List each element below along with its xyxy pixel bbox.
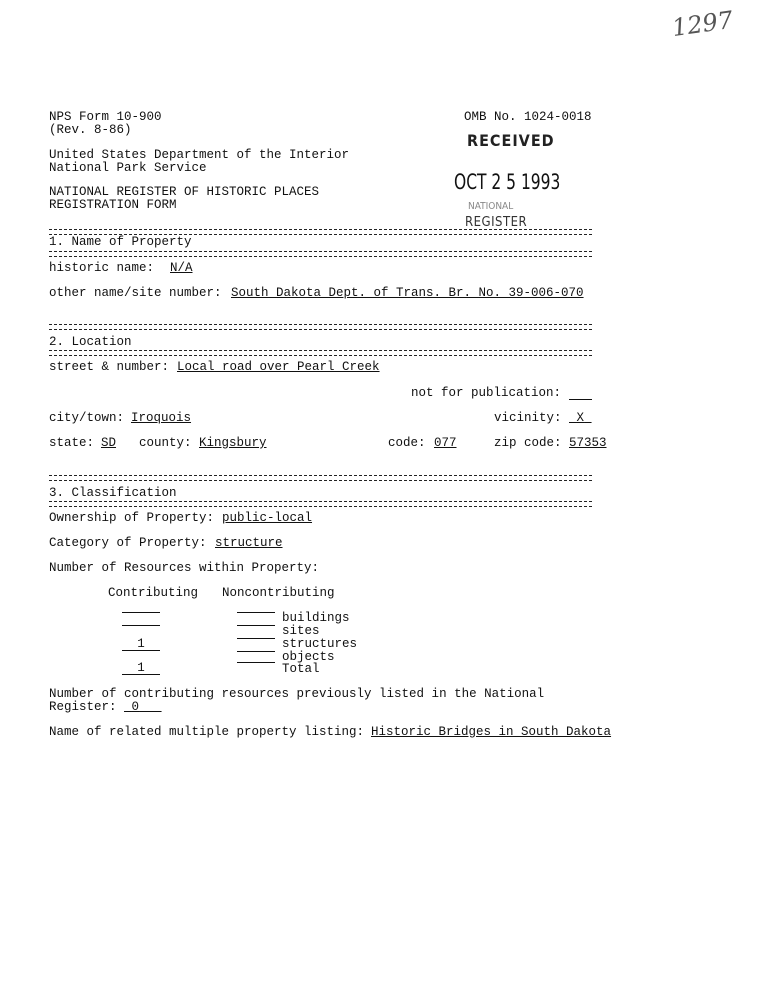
national-stamp: NATIONAL [468,201,514,212]
row-label-structures: structures [282,637,358,651]
category-value: structure [215,536,283,550]
divider [49,251,592,257]
zip-label: zip code: [494,436,562,450]
ownership-value: public-local [222,511,313,525]
row-label-buildings: buildings [282,611,350,625]
section-1-heading: 1. Name of Property [49,235,192,249]
not-for-publication-blank [569,399,592,400]
historic-name-label: historic name: [49,261,155,275]
not-for-publication-label: not for publication: [411,386,562,400]
contributing-header: Contributing [108,586,199,600]
form-revision: (Rev. 8-86) [49,123,132,137]
multiple-listing-label: Name of related multiple property listing: [49,725,365,739]
vicinity-label: vicinity: [494,411,562,425]
noncontributing-total [237,662,275,663]
county-label: county: [139,436,192,450]
section-3-heading: 3. Classification [49,486,177,500]
contributing-sites [122,625,160,626]
city-label: city/town: [49,411,125,425]
row-label-objects: objects [282,650,335,664]
divider [49,324,592,330]
noncontributing-objects [237,651,275,652]
noncontributing-structures [237,638,275,639]
omb-number: OMB No. 1024-0018 [464,110,592,124]
zip-value: 57353 [569,436,607,450]
received-date-stamp: OCT 2 5 1993 [454,170,561,194]
category-label: Category of Property: [49,536,207,550]
code-label: code: [388,436,426,450]
state-label: state: [49,436,95,450]
street-value: Local road over Pearl Creek [177,360,380,374]
ownership-label: Ownership of Property: [49,511,215,525]
divider [49,501,592,507]
city-value: Iroquois [131,411,192,425]
register-title: NATIONAL REGISTER OF HISTORIC PLACES [49,185,320,199]
street-label: street & number: [49,360,170,374]
received-stamp: RECEIVED [467,131,555,150]
contributing-total: 1 [122,662,160,675]
divider [49,475,592,481]
contributing-buildings [122,612,160,613]
form-number: NPS Form 10-900 [49,110,162,124]
noncontributing-header: Noncontributing [222,586,335,600]
code-value: 077 [434,436,457,450]
other-name-value: South Dakota Dept. of Trans. Br. No. 39-006-070 [231,286,584,300]
vicinity-value: X [576,411,585,425]
county-value: Kingsbury [199,436,267,450]
previously-listed-text: Number of contributing resources previously listed in the National [49,687,545,701]
multiple-listing-value: Historic Bridges in South Dakota [371,725,612,739]
form-title: REGISTRATION FORM [49,198,177,212]
department: United States Department of the Interior [49,148,350,162]
previously-listed-label: Register: [49,700,117,714]
previously-listed-value: 0 [131,700,140,714]
noncontributing-sites [237,625,275,626]
resources-label: Number of Resources within Property: [49,561,320,575]
contributing-structures: 1 [122,638,160,651]
handwritten-number: 1297 [670,5,735,43]
noncontributing-buildings [237,612,275,613]
row-label-sites: sites [282,624,320,638]
row-label-total: Total [282,662,320,676]
divider [49,350,592,356]
state-value: SD [101,436,117,450]
other-name-label: other name/site number: [49,286,222,300]
register-stamp: REGISTER [465,215,528,230]
service: National Park Service [49,161,207,175]
historic-name-value: N/A [170,261,193,275]
section-2-heading: 2. Location [49,335,132,349]
